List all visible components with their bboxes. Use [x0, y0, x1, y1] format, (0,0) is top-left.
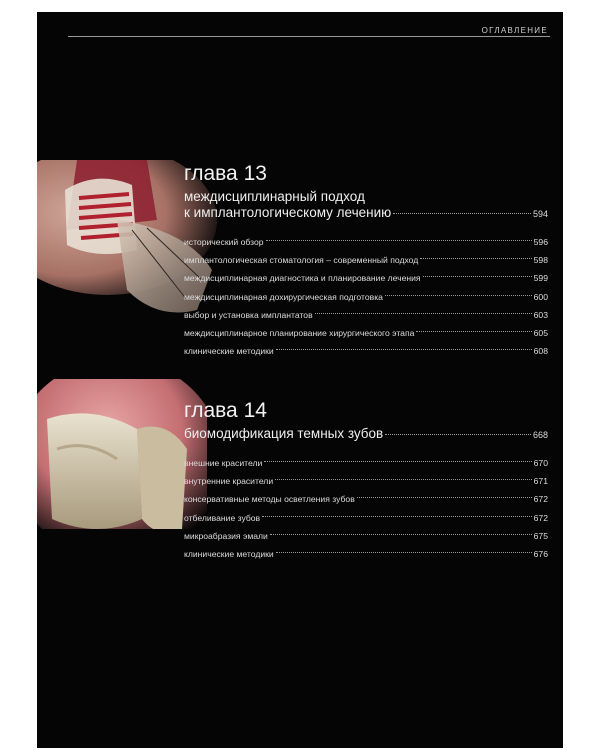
page-number: 598 [533, 255, 548, 266]
toc-entry[interactable]: исторический обзор 596 [184, 233, 548, 251]
page-number: 599 [533, 273, 548, 284]
section-label: ОГЛАВЛЕНИЕ [481, 26, 548, 35]
leader-dots [393, 213, 531, 214]
toc-entries [184, 233, 548, 360]
chapter-subtitle-line[interactable]: к имплантологическому лечению 594 [184, 205, 548, 220]
page-number: 608 [533, 346, 548, 357]
page-number: 603 [533, 309, 548, 320]
chapter-subtitle-line[interactable]: биомодификация темных зубов 668 [184, 426, 548, 441]
chapter-subtitle-line: междисциплинарный подход [184, 189, 365, 204]
chapter-14 [184, 398, 548, 563]
chapter-title: глава 13 [184, 162, 267, 185]
page-number: 600 [533, 291, 548, 302]
toc-entry[interactable]: внешние красители 670 [184, 454, 548, 472]
toc-entries [184, 454, 548, 563]
leader-dots [385, 434, 531, 435]
chapter-subtitle [184, 189, 548, 222]
toc-entry[interactable]: внутренние красители 671 [184, 472, 548, 490]
page-number: 675 [533, 530, 548, 541]
toc-entry[interactable]: клинические методики 676 [184, 545, 548, 563]
toc-entry[interactable]: отбеливание зубов 672 [184, 509, 548, 527]
toc-entry[interactable]: клинические методики 608 [184, 342, 548, 360]
page-number: 676 [533, 548, 548, 559]
toc-entry[interactable]: выбор и установка имплантатов 603 [184, 306, 548, 324]
chapter-13 [184, 161, 548, 360]
header-rule [68, 36, 550, 37]
chapter-title: глава 14 [184, 399, 267, 422]
toc-entry[interactable]: консервативные методы осветления зубов 672 [184, 490, 548, 508]
toc-entry[interactable]: междисциплинарное планирование хирургического этапа 605 [184, 324, 548, 342]
page-number: 671 [533, 476, 548, 487]
toc-entry[interactable]: междисциплинарная диагностика и планирование лечения 599 [184, 269, 548, 287]
chapter-subtitle [184, 426, 548, 443]
toc-entry[interactable]: междисциплинарная дохирургическая подготовка 600 [184, 288, 548, 306]
toc-entry[interactable]: имплантологическая стоматология – современный подход 598 [184, 251, 548, 269]
toc-entry[interactable]: микроабразия эмали 675 [184, 527, 548, 545]
page-number: 594 [532, 209, 548, 219]
book-page [37, 12, 563, 748]
page-number: 672 [533, 494, 548, 505]
page-number: 596 [533, 237, 548, 247]
page-number: 672 [533, 512, 548, 523]
page-number: 670 [533, 458, 548, 468]
page-number: 605 [533, 327, 548, 338]
teeth-photo [37, 379, 207, 565]
page-number: 668 [532, 430, 548, 440]
